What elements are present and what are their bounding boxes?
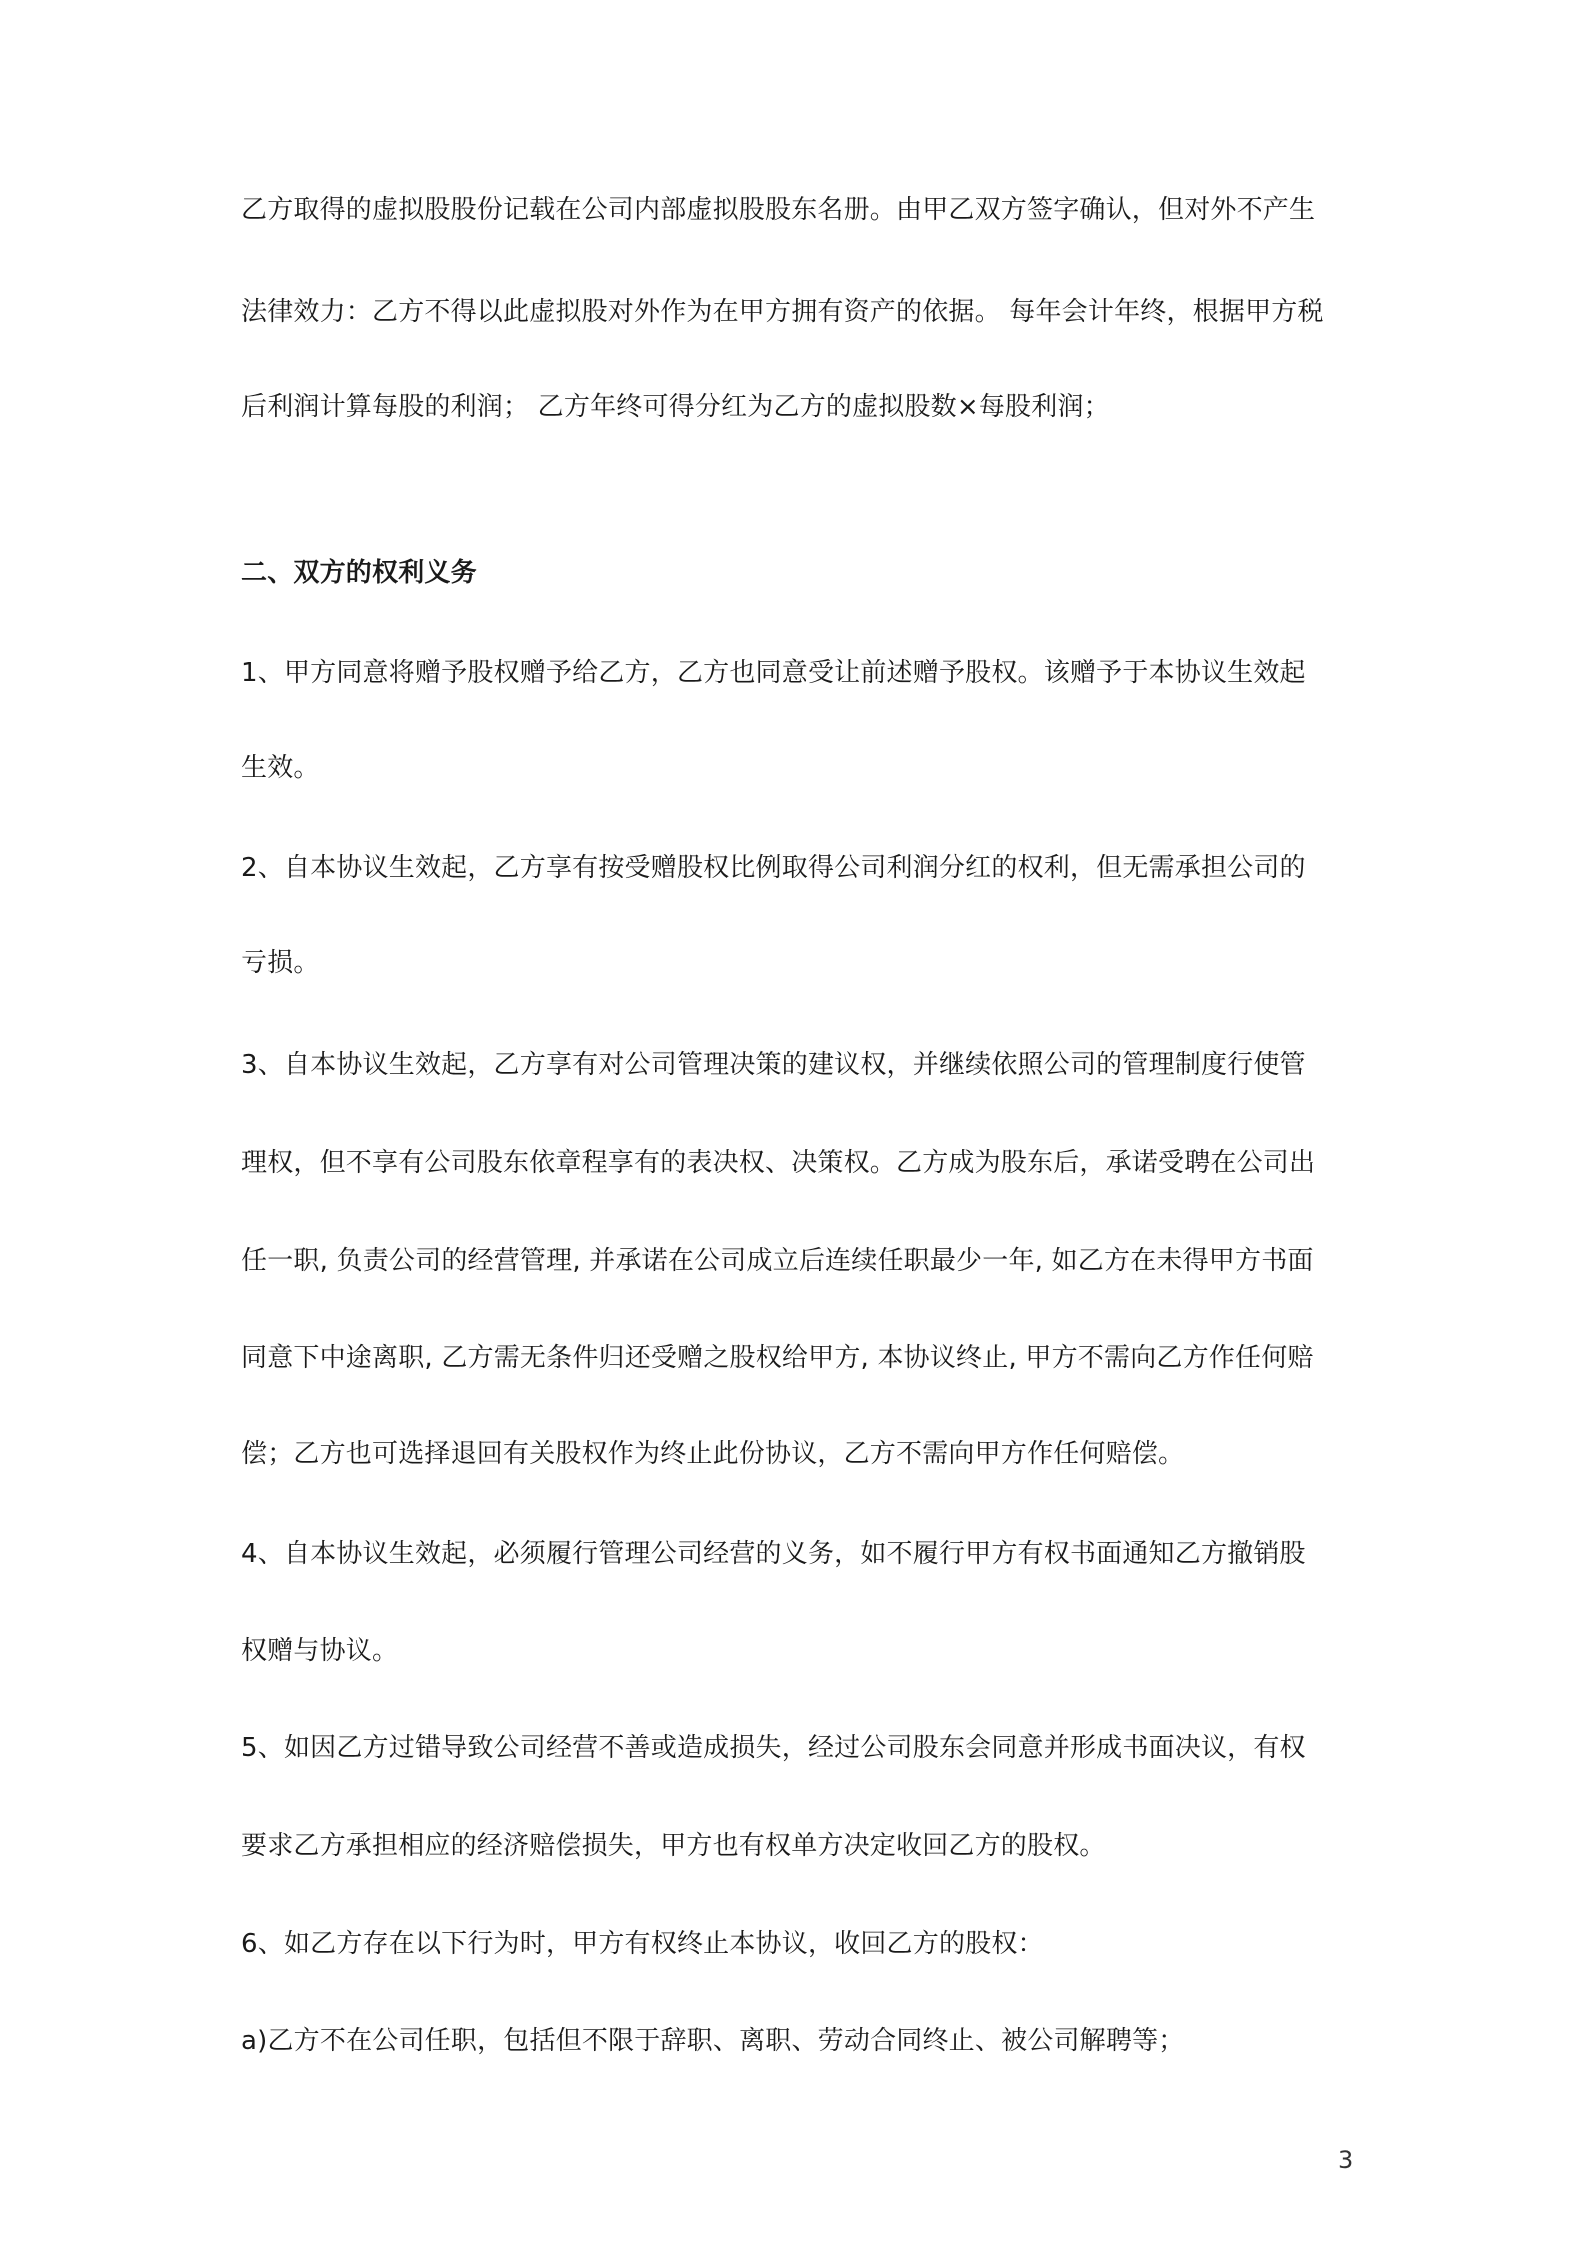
paragraph-line: 6、如乙方存在以下行为时，甲方有权终止本协议，收回乙方的股权： [241, 1929, 1044, 1959]
page-number: 3 [1338, 2146, 1354, 2174]
paragraph-line: 2、自本协议生效起，乙方享有按受赠股权比例取得公司利润分红的权利，但无需承担公司的 [241, 853, 1306, 883]
section-heading: 二、双方的权利义务 [241, 558, 477, 588]
paragraph-line: 权赠与协议。 [241, 1636, 399, 1666]
paragraph-line: 生效。 [241, 753, 320, 783]
paragraph-line: 任一职, 负责公司的经营管理, 并承诺在公司成立后连续任职最少一年, 如乙方在未得甲方书面 [241, 1246, 1314, 1276]
paragraph-line: 偿；乙方也可选择退回有关股权作为终止此份协议，乙方不需向甲方作任何赔偿。 [241, 1439, 1185, 1469]
paragraph-line: 亏损。 [241, 948, 320, 978]
paragraph-line: a)乙方不在公司任职，包括但不限于辞职、离职、劳动合同终止、被公司解聘等； [241, 2026, 1185, 2056]
paragraph-line: 4、自本协议生效起，必须履行管理公司经营的义务，如不履行甲方有权书面通知乙方撤销股 [241, 1539, 1306, 1569]
paragraph-line: 1、甲方同意将赠予股权赠予给乙方，乙方也同意受让前述赠予股权。该赠予于本协议生效起 [241, 658, 1306, 688]
paragraph-line: 3、自本协议生效起，乙方享有对公司管理决策的建议权，并继续依照公司的管理制度行使管 [241, 1050, 1306, 1080]
paragraph-line: 理权，但不享有公司股东依章程享有的表决权、决策权。乙方成为股东后，承诺受聘在公司出 [241, 1148, 1316, 1178]
paragraph-line: 乙方取得的虚拟股股份记载在公司内部虚拟股股东名册。由甲乙双方签字确认，但对外不产生 [241, 195, 1316, 225]
paragraph-line: 要求乙方承担相应的经济赔偿损失，甲方也有权单方决定收回乙方的股权。 [241, 1831, 1106, 1861]
paragraph-line: 后利润计算每股的利润； 乙方年终可得分红为乙方的虚拟股数×每股利润； [241, 392, 1110, 422]
paragraph-line: 法律效力：乙方不得以此虚拟股对外作为在甲方拥有资产的依据。 每年会计年终，根据甲方税 [241, 297, 1324, 327]
paragraph-line: 5、如因乙方过错导致公司经营不善或造成损失，经过公司股东会同意并形成书面决议，有权 [241, 1733, 1306, 1763]
paragraph-line: 同意下中途离职, 乙方需无条件归还受赠之股权给甲方, 本协议终止, 甲方不需向乙方作任何赔 [241, 1343, 1314, 1373]
